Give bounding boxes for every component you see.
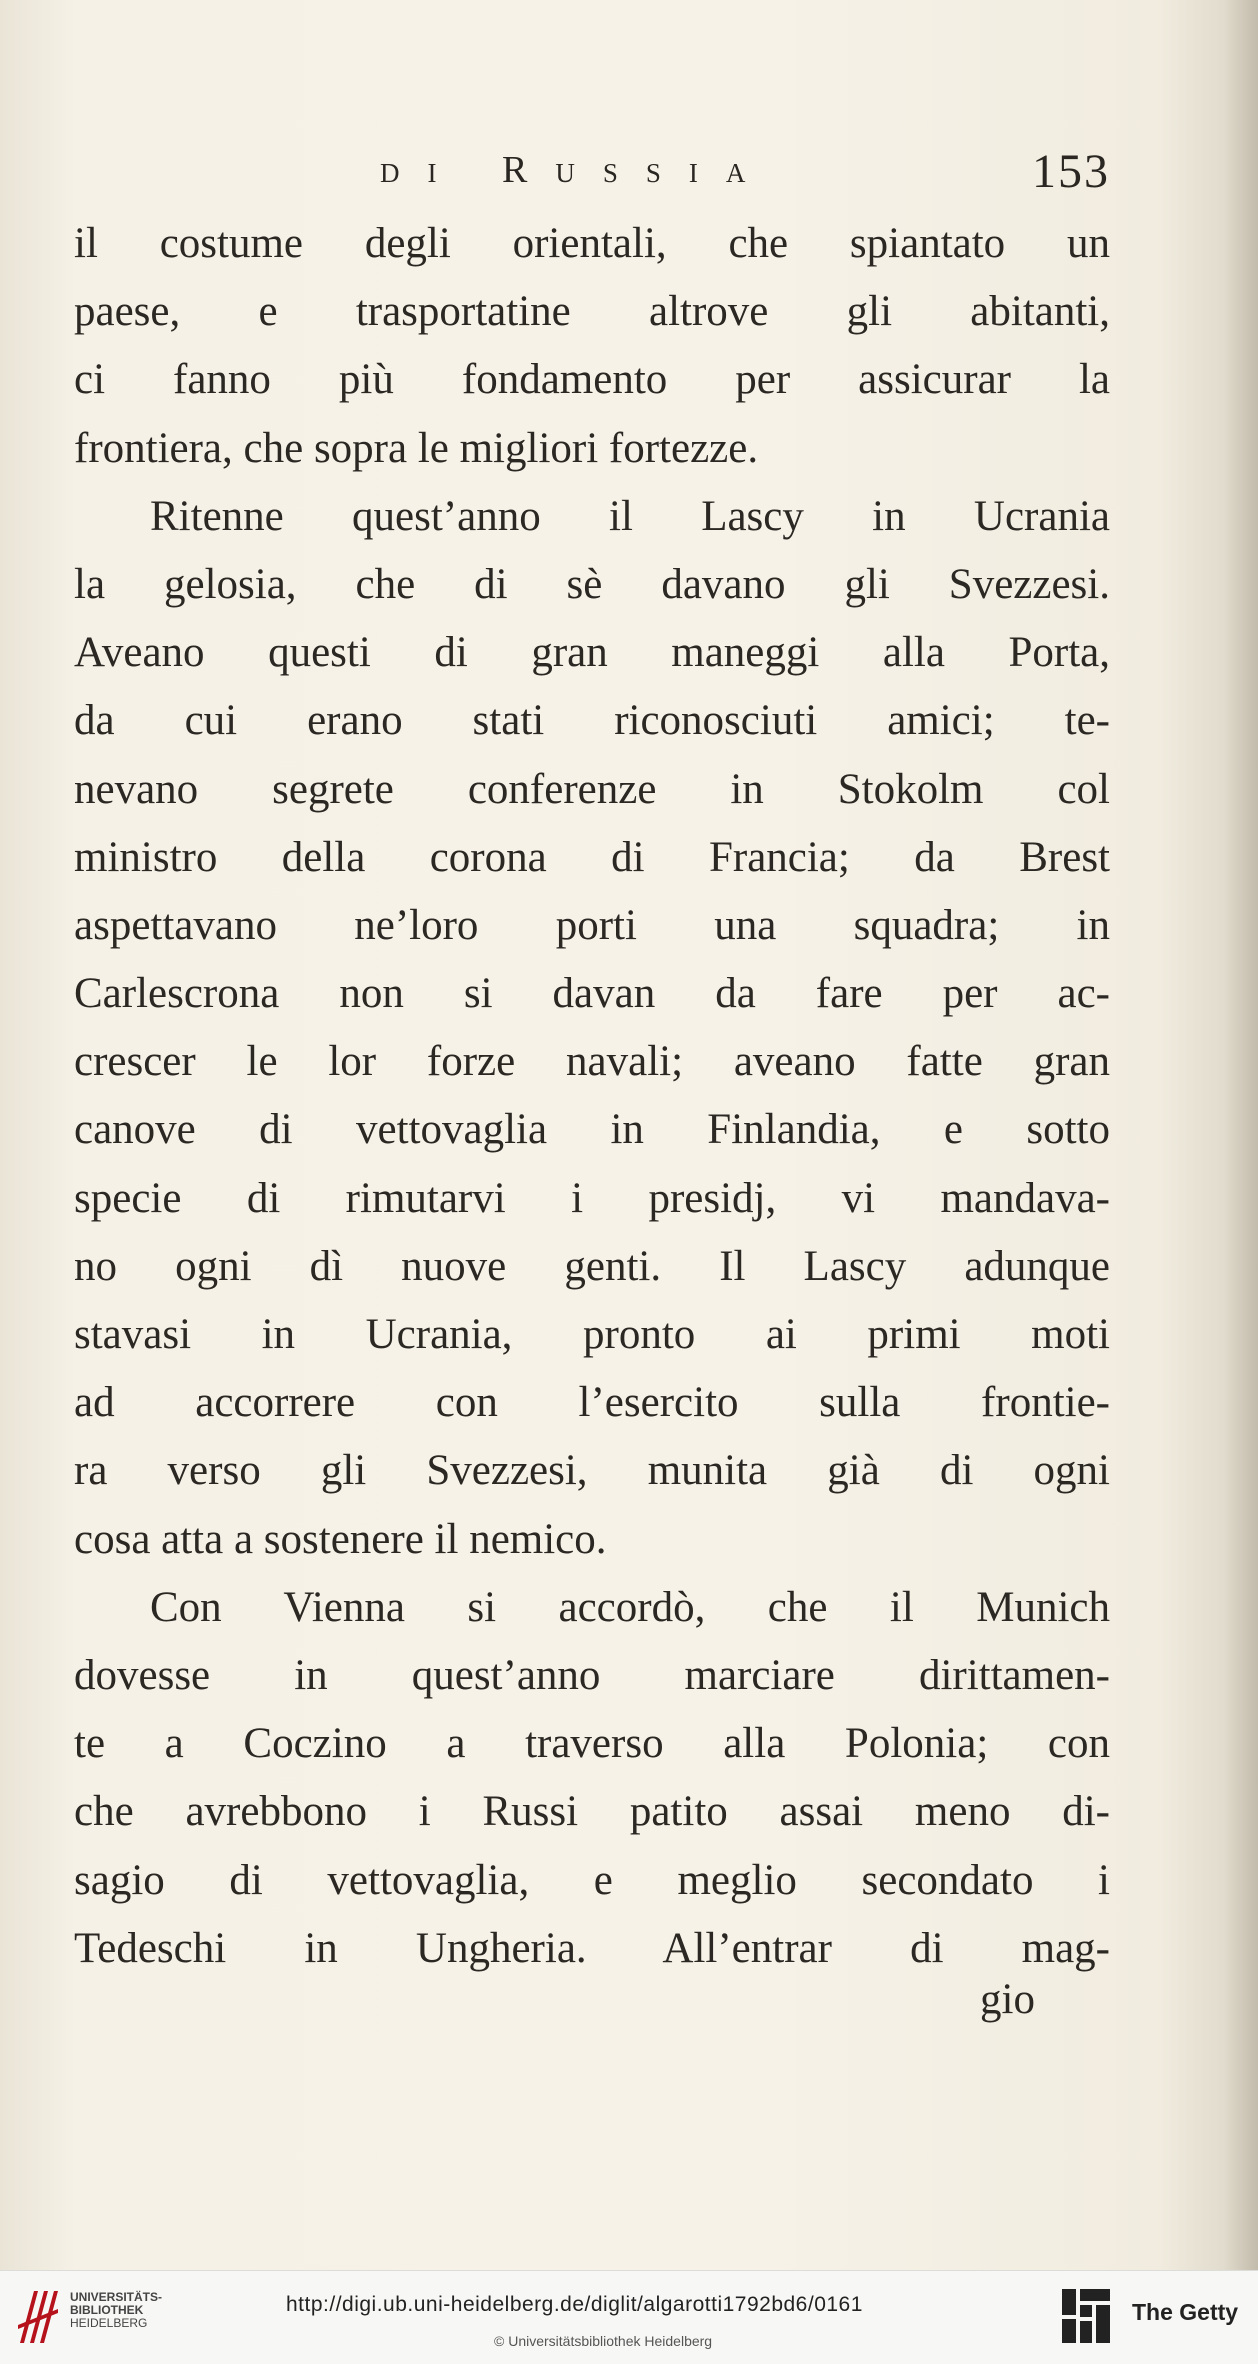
text-line: il costume degli orientali, che spiantato un bbox=[74, 220, 1110, 267]
text-line: cosa atta a sostenere il nemico. bbox=[74, 1515, 607, 1563]
university-library-logo-icon bbox=[14, 2285, 62, 2349]
text-line: te a Coczino a traverso alla Polonia; con bbox=[74, 1720, 1110, 1768]
catchword: gio bbox=[980, 1976, 1035, 2023]
text-line: da cui erano stati riconosciuti amici; te- bbox=[74, 697, 1110, 745]
page-edge-shadow bbox=[1224, 0, 1258, 2270]
text-line: paese, e trasportatine altrove gli abitanti, bbox=[74, 288, 1110, 336]
library-name-line: HEIDELBERG bbox=[70, 2316, 148, 2330]
running-title: di Russia bbox=[380, 149, 774, 191]
text-line: Aveano questi di gran maneggi alla Porta, bbox=[74, 629, 1110, 677]
text-line: aspettavano ne’loro porti una squadra; in bbox=[74, 901, 1110, 949]
text-line: Carlescrona non si davan da fare per ac- bbox=[74, 970, 1110, 1018]
text-line: Ritenne quest’anno il Lascy in Ucrania bbox=[150, 492, 1110, 540]
text-line: crescer le lor forze navali; aveano fatte gran bbox=[74, 1038, 1110, 1086]
text-line: ra verso gli Svezzesi, munita già di ogni bbox=[74, 1447, 1110, 1495]
text-line: frontiera, che sopra le migliori fortezze. bbox=[74, 424, 759, 472]
text-line: Tedeschi in Ungheria. All’entrar di mag- bbox=[74, 1924, 1110, 1972]
text-line: che avrebbono i Russi patito assai meno di- bbox=[74, 1788, 1110, 1836]
text-line: ci fanno più fondamento per assicurar la bbox=[74, 356, 1110, 404]
getty-logo-icon bbox=[1060, 2287, 1112, 2345]
getty-name: The Getty bbox=[1132, 2299, 1239, 2325]
text-line: la gelosia, che di sè davano gli Svezzesi. bbox=[74, 560, 1110, 608]
body-text bbox=[74, 210, 1110, 1983]
text-line: ministro della corona di Francia; da Brest bbox=[74, 833, 1110, 881]
text-line: sagio di vettovaglia, e meglio secondato i bbox=[74, 1856, 1110, 1904]
permalink-url[interactable]: http://digi.ub.uni-heidelberg.de/diglit/algarotti1792bd6/0161 bbox=[286, 2293, 863, 2316]
text-line: specie di rimutarvi i presidj, vi mandava- bbox=[74, 1174, 1110, 1222]
library-name-line: UNIVERSITÄTS- bbox=[70, 2290, 163, 2304]
text-line: stavasi in Ucrania, pronto ai primi moti bbox=[74, 1311, 1110, 1358]
text-line: ad accorrere con l’esercito sulla frontie- bbox=[74, 1379, 1110, 1427]
text-line: Con Vienna si accordò, che il Munich bbox=[150, 1583, 1110, 1631]
library-name-line: BIBLIOTHEK bbox=[70, 2303, 144, 2317]
text-line: nevano segrete conferenze in Stokolm col bbox=[74, 765, 1110, 813]
copyright-notice: © Universitätsbibliothek Heidelberg bbox=[494, 2333, 713, 2349]
page-header bbox=[380, 145, 1110, 208]
university-library-name bbox=[70, 2291, 162, 2330]
text-line: dovesse in quest’anno marciare dirittamen- bbox=[74, 1651, 1110, 1699]
text-line: no ogni dì nuove genti. Il Lascy adunque bbox=[74, 1242, 1110, 1290]
text-line: canove di vettovaglia in Finlandia, e sotto bbox=[74, 1106, 1110, 1154]
page-number: 153 bbox=[1032, 145, 1110, 198]
viewer-footer bbox=[0, 2270, 1258, 2364]
